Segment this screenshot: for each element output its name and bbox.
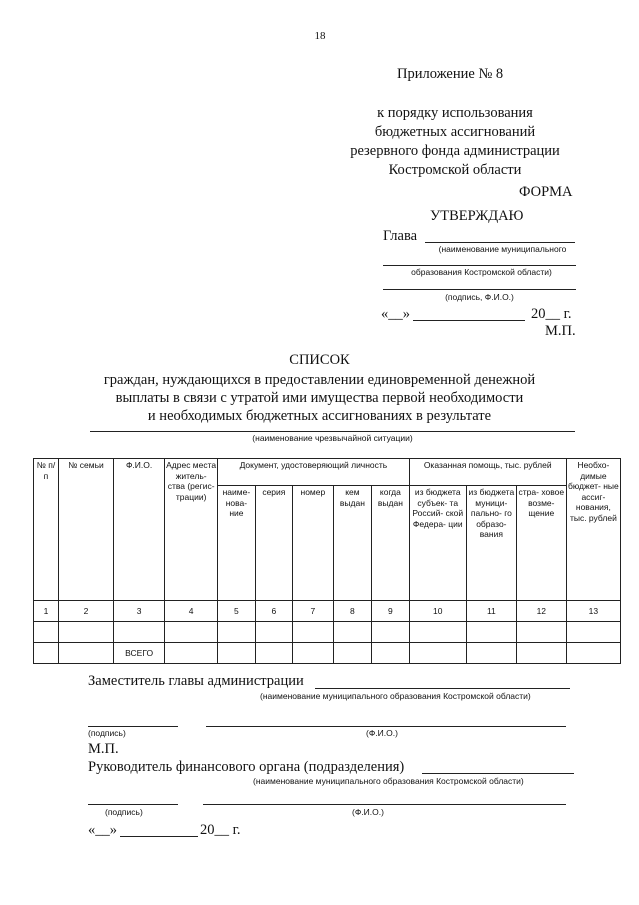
- finance-line: [422, 773, 574, 774]
- total-label: ВСЕГО: [114, 643, 165, 664]
- signature-line: [383, 289, 576, 290]
- header-help-municipal: из бюджета муници- пально- го образо- вания: [466, 486, 516, 601]
- sign-caption-2: (подпись): [105, 807, 143, 817]
- emergency-caption: (наименование чрезвычайной ситуации): [252, 433, 413, 443]
- col-number: 13: [566, 601, 620, 622]
- header-fio: Ф.И.О.: [114, 459, 165, 601]
- header-help-regional: из бюджета субъек- та Россий- ской Федера- ции: [409, 486, 466, 601]
- appendix-text: [330, 104, 580, 180]
- col-number: 7: [293, 601, 334, 622]
- col-number: 1: [34, 601, 59, 622]
- header-needed: Необхо- димые бюджет- ные ассиг- нования, тыс. рублей: [566, 459, 620, 601]
- header-help: Оказанная помощь, тыс. рублей: [409, 459, 566, 486]
- header-address: Адрес места житель- ства (регис- трации): [165, 459, 218, 601]
- finance-caption: (наименование муниципального образования Костромской области): [253, 776, 524, 786]
- col-number: 12: [516, 601, 566, 622]
- approve-title: УТВЕРЖДАЮ: [430, 208, 524, 224]
- appendix-line: к порядку использования: [377, 105, 533, 121]
- col-number: 4: [165, 601, 218, 622]
- deputy-label: Заместитель главы администрации: [88, 673, 304, 689]
- header-doc-date: когда выдан: [372, 486, 409, 601]
- form-label: ФОРМА: [519, 184, 573, 200]
- fio-caption: (Ф.И.О.): [366, 728, 398, 738]
- deputy-sign-line: [88, 726, 178, 727]
- approve-date-year: 20__ г.: [531, 306, 572, 322]
- head-label: Глава: [383, 228, 418, 244]
- head-name-line: [425, 242, 575, 243]
- deputy-caption: (наименование муниципального образования Костромской области): [260, 691, 531, 701]
- header-doc-series: серия: [255, 486, 292, 601]
- header-doc-number: номер: [293, 486, 334, 601]
- header-doc-issuer: кем выдан: [333, 486, 372, 601]
- approve-date-quote: «__»: [381, 306, 410, 322]
- citizens-table: [33, 458, 621, 664]
- approve-date-line: [413, 320, 525, 321]
- header-document: Документ, удостоверяющий личность: [218, 459, 409, 486]
- final-date-year: 20__ г.: [200, 822, 241, 838]
- col-number: 8: [333, 601, 372, 622]
- col-number: 2: [58, 601, 113, 622]
- approve-seal: М.П.: [545, 323, 576, 339]
- header-doc-name: наиме- нова- ние: [218, 486, 255, 601]
- appendix-line: Костромской области: [388, 162, 522, 178]
- emergency-line: [90, 431, 575, 432]
- col-number: 10: [409, 601, 466, 622]
- deputy-line: [315, 688, 570, 689]
- list-subtitle: [0, 371, 639, 425]
- fio-caption-2: (Ф.И.О.): [352, 807, 384, 817]
- final-date-line: [120, 836, 198, 837]
- approve-caption-3: (подпись, Ф.И.О.): [445, 292, 514, 302]
- table-row: [34, 622, 621, 643]
- col-number: 11: [466, 601, 516, 622]
- table-number-row: [34, 601, 621, 622]
- appendix-title: Приложение № 8: [397, 66, 504, 82]
- col-number: 6: [255, 601, 292, 622]
- approve-caption-2: образования Костромской области): [411, 267, 552, 277]
- appendix-line: бюджетных ассигнований: [374, 124, 536, 140]
- final-date-quote: «__»: [88, 822, 117, 838]
- page-number: 18: [314, 30, 326, 42]
- appendix-line: резервного фонда администрации: [350, 143, 560, 159]
- col-number: 9: [372, 601, 409, 622]
- table-header-row: [34, 459, 621, 486]
- table-total-row: [34, 643, 621, 664]
- list-subtitle-line: граждан, нуждающихся в предоставлении единовременной денежной: [103, 372, 536, 388]
- list-subtitle-line: и необходимых бюджетных ассигнованиях в результате: [147, 408, 492, 424]
- approve-caption-1: (наименование муниципального: [438, 244, 567, 254]
- finance-label: Руководитель финансового органа (подразделения): [88, 759, 405, 775]
- municipality-line: [383, 265, 576, 266]
- finance-sign-line: [88, 804, 178, 805]
- header-help-insurance: стра- ховое возме- щение: [516, 486, 566, 601]
- finance-fio-line: [203, 804, 566, 805]
- deputy-fio-line: [206, 726, 566, 727]
- col-number: 5: [218, 601, 255, 622]
- header-num: № п/п: [34, 459, 59, 601]
- sign-caption: (подпись): [88, 728, 126, 738]
- list-subtitle-line: выплаты в связи с утратой ими имущества первой необходимости: [115, 390, 524, 406]
- list-title: СПИСОК: [289, 352, 350, 368]
- col-number: 3: [114, 601, 165, 622]
- header-family: № семьи: [58, 459, 113, 601]
- seal-label: М.П.: [88, 741, 119, 757]
